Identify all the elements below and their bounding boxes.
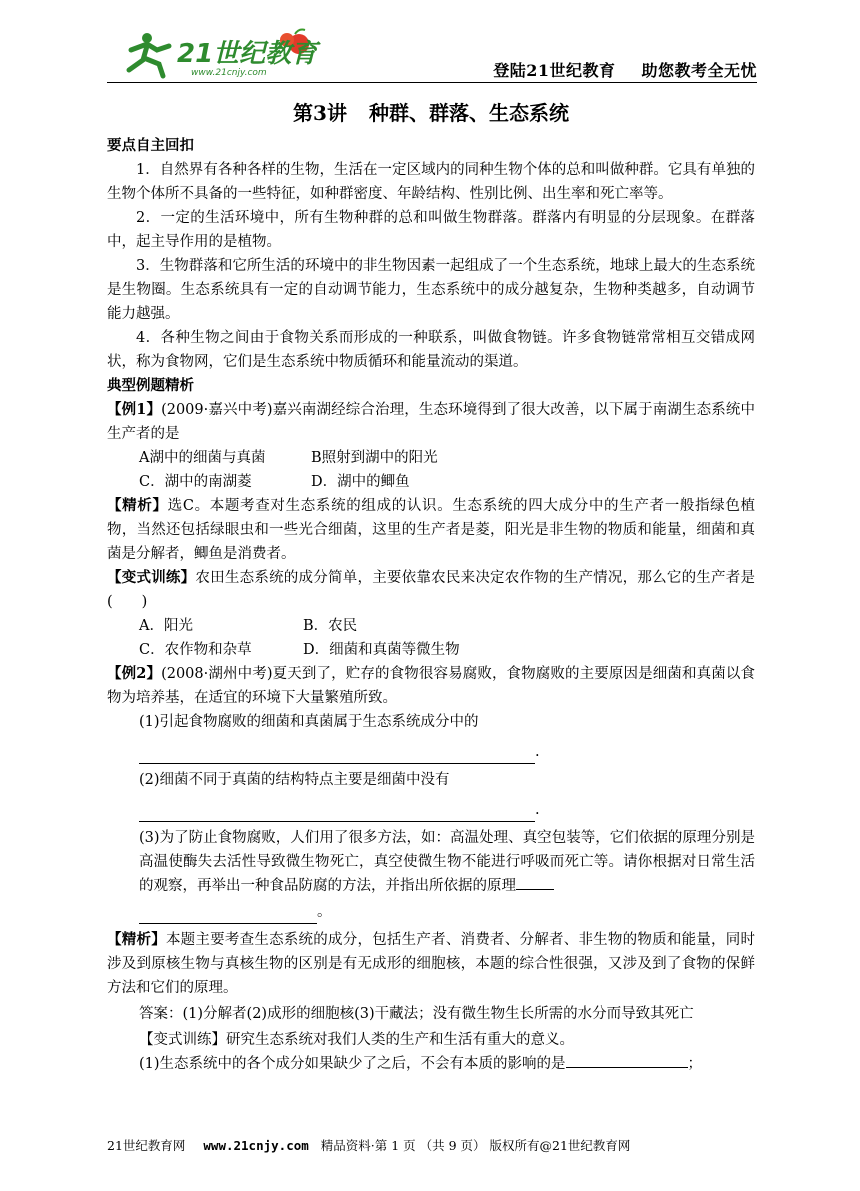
footer-page-info: 精品资料·第 1 页 （共 9 页） 版权所有@21世纪教育网 <box>320 1138 631 1153</box>
header-divider <box>107 82 757 83</box>
example-2-q3-answer-line: 。 <box>107 898 755 924</box>
variant-1-options-row-2 <box>107 638 755 662</box>
footer-brand: 21世纪教育网 <box>107 1138 186 1153</box>
example-2-q3: (3)为了防止食物腐败，人们用了很多方法，如：高温处理、真空包装等，它们依据的原理分别是高温使酶失去活性导致微生物死亡，真空使微生物不能进行呼吸而死亡等。请你根据对日常生活的观察，再举出一种食品防腐的方法，并指出所依据的原理 <box>139 830 755 894</box>
example-2-q1: (1)引起食物腐败的细菌和真菌属于生态系统成分中的 <box>139 714 479 730</box>
answer-blank[interactable] <box>139 923 317 924</box>
svg-text:www.21cnjy.com: www.21cnjy.com <box>191 68 267 78</box>
document-body <box>107 98 785 1076</box>
slogan-login: 登陆21世纪教育 <box>493 61 616 80</box>
example-2-analysis: 【精析】本题主要考查生态系统的成分，包括生产者、消费者、分解者、非生物的物质和能量，同时涉及到原核生物与真核生物的区别是有无成形的细胞核，本题的综合性很强，又涉及到了食物的保鲜方法和它们的原理。 <box>107 931 756 996</box>
logo-21cnjy <box>117 28 327 80</box>
key-point-1: 1．自然界有各种各样的生物，生活在一定区域内的同种生物个体的总和叫做种群。它具有单独的生物个体所不具备的一些特征，如种群密度、年龄结构、性别比例、出生率和死亡率等。 <box>107 162 755 202</box>
example-2-q2: (2)细菌不同于真菌的结构特点主要是细菌中没有 <box>139 772 450 788</box>
key-point-3: 3．生物群落和它所生活的环境中的非生物因素一起组成了一个生态系统，地球上最大的生态系统是生物圈。生态系统具有一定的自动调节能力，生态系统中的成分越复杂，生物种类越多，自动调节能力越强。 <box>107 258 755 322</box>
variant-1-options-row-1 <box>107 614 755 638</box>
answer-blank[interactable] <box>516 889 554 890</box>
option-b: B照射到湖中的阳光 <box>311 450 438 466</box>
example-2-answer: 答案：(1)分解者(2)成形的细胞核(3)干藏法；没有微生物生长所需的水分而导致其死亡 <box>139 1006 694 1022</box>
example-2-q1-answer-line: . <box>107 734 755 764</box>
svg-text:21世纪教育: 21世纪教育 <box>177 39 318 69</box>
example-2-question: 【例2】(2008·湖州中考)夏天到了，贮存的食物很容易腐败，食物腐败的主要原因是细菌和真菌以食物为培养基，在适宜的环境下大量繁殖所致。 <box>107 665 755 706</box>
key-point-4: 4．各种生物之间由于食物关系而形成的一种联系，叫做食物链。许多食物链常常相互交错成网状，称为食物网，它们是生态系统中物质循环和能量流动的渠道。 <box>107 330 755 370</box>
variant-1-question: 【变式训练】农田生态系统的成分简单，主要依靠农民来决定农作物的生产情况，那么它的生产者是 ( ) <box>107 569 785 610</box>
option-d: D．细菌和真菌等微生物 <box>303 642 460 658</box>
answer-blank[interactable] <box>566 1067 688 1068</box>
example-1-question: 【例1】(2009·嘉兴中考)嘉兴南湖经综合治理，生态环境得到了很大改善，以下属于南湖生态系统中生产者的是 <box>107 401 755 442</box>
option-d: D．湖中的鲫鱼 <box>311 474 410 490</box>
answer-blank[interactable] <box>139 763 535 764</box>
example-1-options-row-2 <box>107 470 755 494</box>
footer-site-link[interactable]: www.21cnjy.com <box>203 1138 309 1153</box>
example-2-q2-answer-line: . <box>107 792 755 822</box>
option-c: C．湖中的南湖菱 <box>139 474 252 490</box>
example-1-analysis: 【精析】选C。本题考查对生态系统的组成的认识。生态系统的四大成分中的生产者一般指绿色植物，当然还包括绿眼虫和一些光合细菌，这里的生产者是菱，阳光是非生物的物质和能量，细菌和真菌是分解者，鲫鱼是消费者。 <box>107 497 756 562</box>
slogan-help: 助您教考全无忧 <box>641 61 757 80</box>
section-heading-key-points: 要点自主回扣 <box>107 137 194 154</box>
runner-icon <box>129 33 169 76</box>
variant-2-question: 【变式训练】研究生态系统对我们人类的生产和生活有重大的意义。 <box>139 1032 574 1048</box>
key-point-2: 2．一定的生活环境中，所有生物种群的总和叫做生物群落。群落内有明显的分层现象。在群落中，起主导作用的是植物。 <box>107 210 755 250</box>
section-heading-examples: 典型例题精析 <box>107 377 194 394</box>
page-header <box>107 28 757 84</box>
option-b: B．农民 <box>303 618 358 634</box>
option-a: A．阳光 <box>139 618 193 634</box>
example-1-options-row-1 <box>107 446 755 470</box>
header-slogan <box>493 58 757 81</box>
page-title: 第3讲 种群、群落、生态系统 <box>293 101 569 125</box>
option-c: C．农作物和杂草 <box>139 642 252 658</box>
answer-blank[interactable] <box>139 821 535 822</box>
option-a: A湖中的细菌与真菌 <box>139 450 266 466</box>
variant-2-q1: (1)生态系统中的各个成分如果缺少了之后，不会有本质的影响的是 ； <box>139 1056 703 1072</box>
page-footer <box>107 1136 757 1154</box>
